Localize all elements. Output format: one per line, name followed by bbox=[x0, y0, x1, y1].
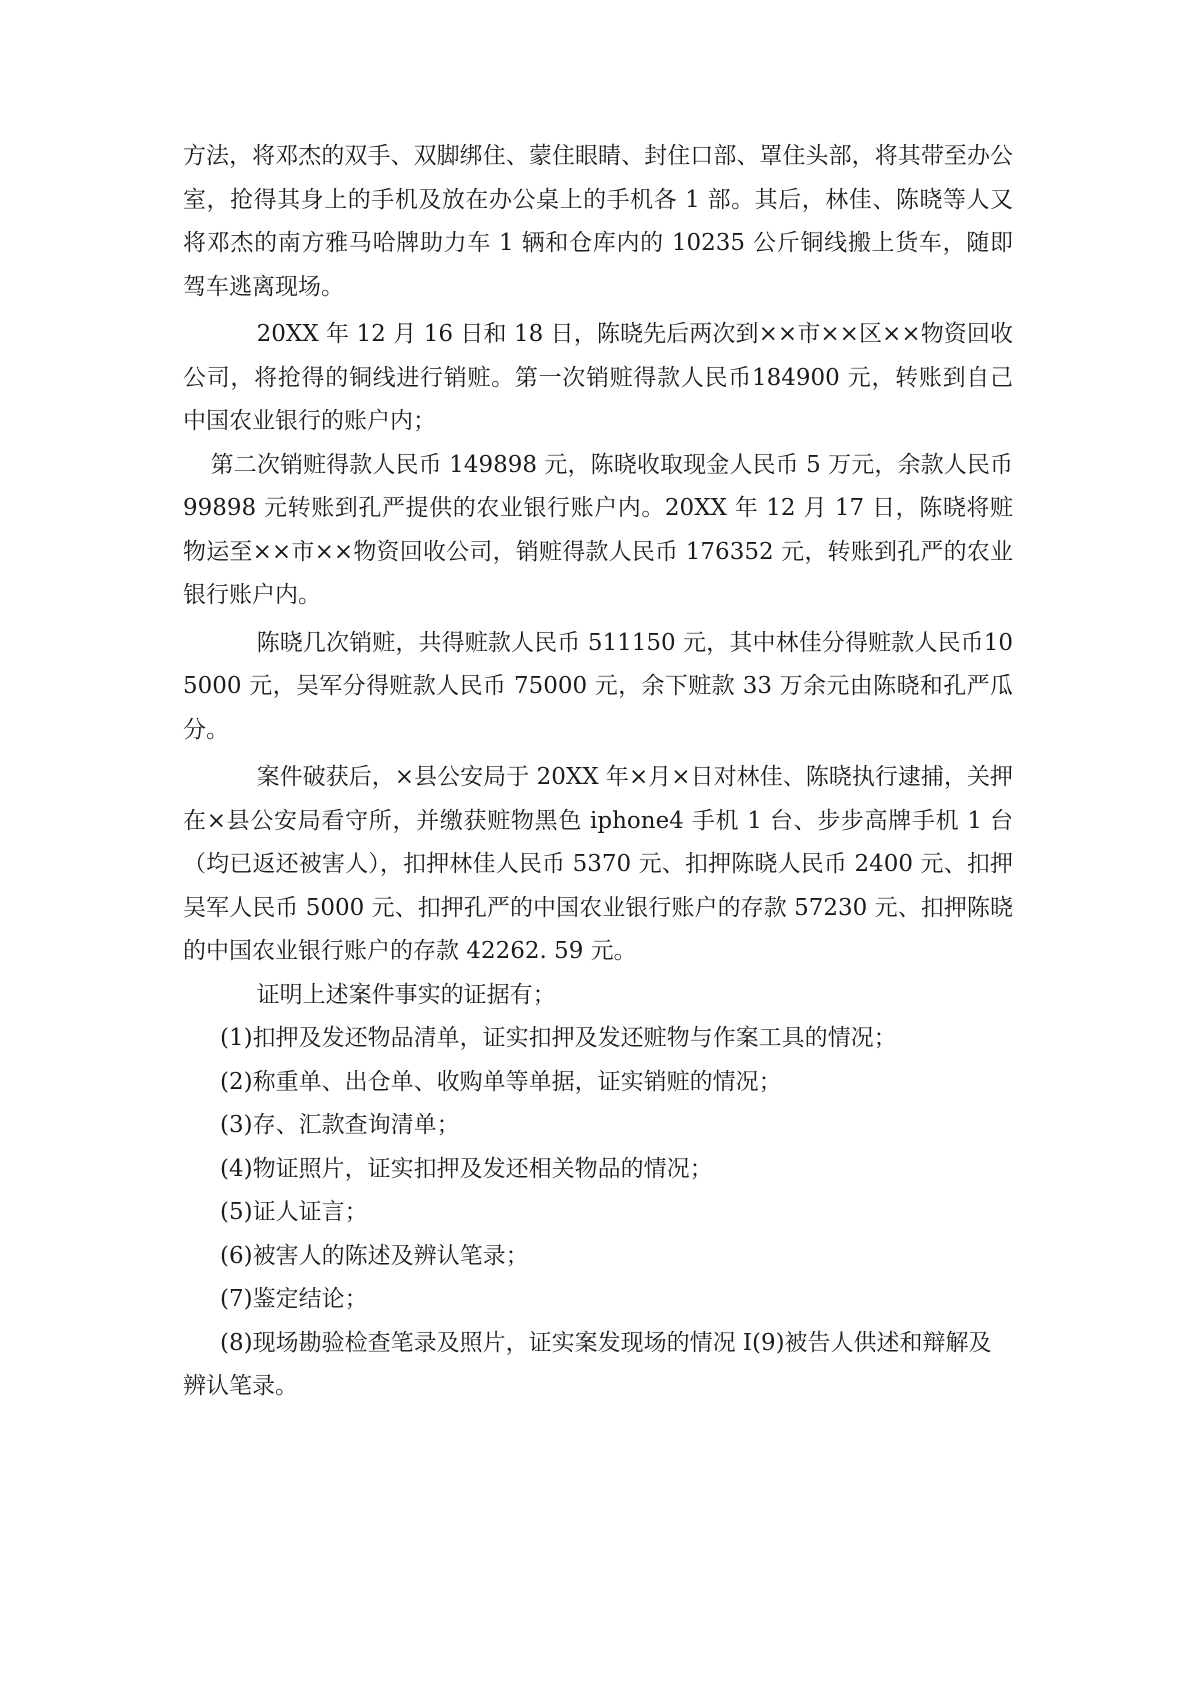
evidence-list bbox=[183, 1017, 1013, 1409]
evidence-item: (8)现场勘验检查笔录及照片，证实案发现场的情况 I(9)被告人供述和辩解及辨认笔录。 bbox=[183, 1329, 992, 1399]
paragraph-evidence-intro: 证明上述案件事实的证据有； bbox=[256, 981, 556, 1008]
evidence-item: (4)物证照片，证实扣押及发还相关物品的情况； bbox=[220, 1155, 713, 1182]
document-body bbox=[183, 135, 1013, 1409]
evidence-item: (6)被害人的陈述及辨认笔录； bbox=[220, 1242, 529, 1269]
evidence-item: (3)存、汇款查询清单； bbox=[220, 1112, 460, 1138]
paragraph-second-sale: 第二次销赃得款人民币 149898 元，陈晓收取现金人民币 5 万元，余款人民币99898 元转账到孔严提供的农业银行账户内。20XX 年 12 月 17 日，陈晓将赃物运至××市××物资回收公司，销赃得款人民币 176352 元，转账到孔严的农业银行账户内。 bbox=[183, 451, 1013, 608]
evidence-item: (2)称重单、出仓单、收购单等单据，证实销赃的情况； bbox=[220, 1068, 782, 1095]
paragraph-robbery-details: 方法，将邓杰的双手、双脚绑住、蒙住眼睛、封住口部、罩住头部，将其带至办公室，抢得其身上的手机及放在办公桌上的手机各 1 部。其后，林佳、陈晓等人又将邓杰的南方雅马哈牌助力车 1 辆和仓库内的 10235 公斤铜线搬上货车，随即驾车逃离现场。 bbox=[183, 143, 1013, 300]
evidence-item: (5)证人证言； bbox=[220, 1199, 368, 1225]
paragraph-arrest-seizure: 案件破获后，×县公安局于 20XX 年×月×日对林佳、陈晓执行逮捕，关押在×县公安局看守所，并缴获赃物黑色 iphone4 手机 1 台、步步高牌手机 1 台（均已返还被害人），扣押林佳人民币 5370 元、扣押陈晓人民币 2400 元、扣押吴军人民币 5000 元、扣押孔严的中国农业银行账户的存款 57230 元、扣押陈晓的中国农业银行账户的存款 42262. 59 元。 bbox=[183, 764, 1013, 964]
evidence-item: (7)鉴定结论； bbox=[220, 1286, 368, 1312]
paragraph-proceeds-split: 陈晓几次销赃，共得赃款人民币 511150 元，其中林佳分得赃款人民币105000 元，吴军分得赃款人民币 75000 元，余下赃款 33 万余元由陈晓和孔严瓜分。 bbox=[183, 629, 1013, 743]
evidence-item: (1)扣押及发还物品清单，证实扣押及发还赃物与作案工具的情况； bbox=[220, 1025, 897, 1051]
paragraph-first-sale: 20XX 年 12 月 16 日和 18 日，陈晓先后两次到××市××区××物资回收公司，将抢得的铜线进行销赃。第一次销赃得款人民币184900 元，转账到自己中国农业银行的账户内； bbox=[183, 321, 1013, 434]
